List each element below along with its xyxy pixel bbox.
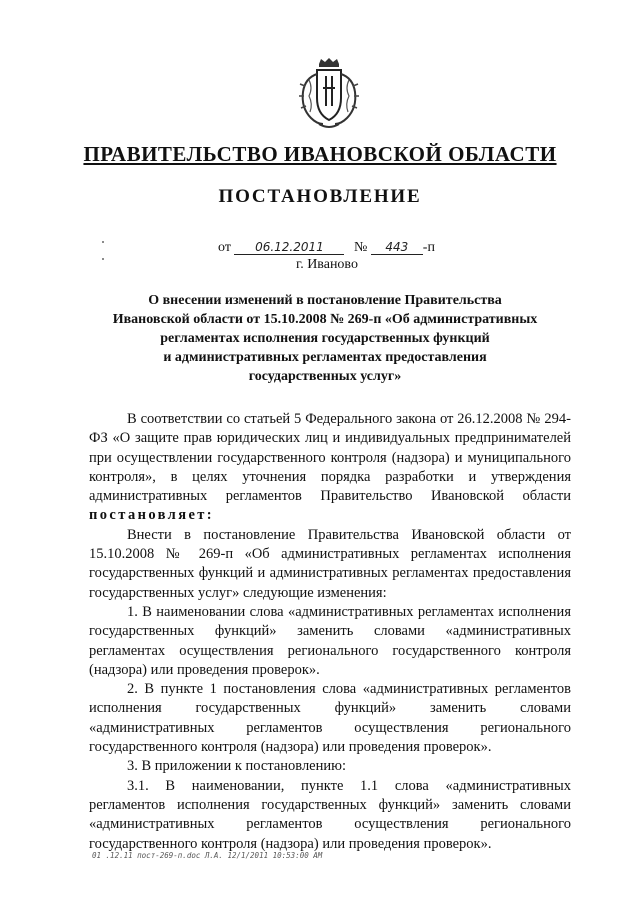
heading-line: регламентах исполнения государственных функций bbox=[160, 331, 490, 346]
preamble-text: В соответствии со статьей 5 Федерального закона от 26.12.2008 № 294-ФЗ «О защите прав юридических лиц и индивидуальных предпринимателей при осуществлении государственного контроля (надзора) и муниципального контроля», в целях уточнения порядка разработки и утверждения административных регламентов Правительство Ивановской области bbox=[89, 411, 571, 505]
decree-date-number bbox=[218, 240, 435, 256]
government-title: ПРАВИТЕЛЬСТВО ИВАНОВСКОЙ ОБЛАСТИ bbox=[83, 142, 557, 166]
decree-number: 443 bbox=[371, 240, 423, 255]
document-type-title: ПОСТАНОВЛЕНИЕ bbox=[218, 186, 422, 207]
number-suffix: -п bbox=[422, 240, 435, 255]
coat-of-arms-icon bbox=[297, 58, 361, 130]
city: г. Иваново bbox=[296, 257, 358, 272]
heading-line: и административных регламентах предоставления bbox=[163, 350, 487, 365]
scan-speck bbox=[102, 241, 104, 243]
resolves-word: постановляет: bbox=[89, 507, 215, 524]
decree-body bbox=[89, 410, 571, 854]
item-1: 1. В наименовании слова «административных регламентах исполнения государственных функций» заменить словами «административных регламентах осуществления регионального государственного контроля (надзора) или проведения проверок». bbox=[89, 603, 571, 678]
file-footer: 01 .12.11 пост-269-п.doc Л.А. 12/1/2011 10:53:00 AM bbox=[92, 851, 323, 860]
decree-heading bbox=[70, 291, 580, 386]
item-3-1: 3.1. В наименовании, пункте 1.1 слова «административных регламентов исполнения государственных функций» заменить словами «административных регламентов осуществления регионального государственного контроля (надзора) или проведения проверок». bbox=[89, 777, 571, 852]
decree-date: 06.12.2011 bbox=[234, 240, 344, 255]
date-prefix: от bbox=[218, 240, 231, 255]
number-prefix: № bbox=[353, 240, 368, 255]
preamble-paragraph bbox=[89, 410, 571, 526]
item-2: 2. В пункте 1 постановления слова «административных регламентов исполнения государственных функций» заменить словами «административных регламентов осуществления регионального государственного контроля (надзора) или проведения проверок». bbox=[89, 681, 571, 756]
heading-line: государственных услуг» bbox=[248, 369, 402, 384]
body-paragraph: Внести в постановление Правительства Ивановской области от 15.10.2008 № 269-п «Об административных регламентах исполнения государственных функций и административных регламентах предоставления государственных услуг» следующие изменения: bbox=[89, 526, 571, 601]
item-3: 3. В приложении к постановлению: bbox=[127, 758, 347, 775]
scan-speck bbox=[102, 258, 104, 260]
heading-line: О внесении изменений в постановление Правительства bbox=[148, 293, 502, 308]
heading-line: Ивановской области от 15.10.2008 № 269-п «Об административных bbox=[112, 312, 538, 327]
